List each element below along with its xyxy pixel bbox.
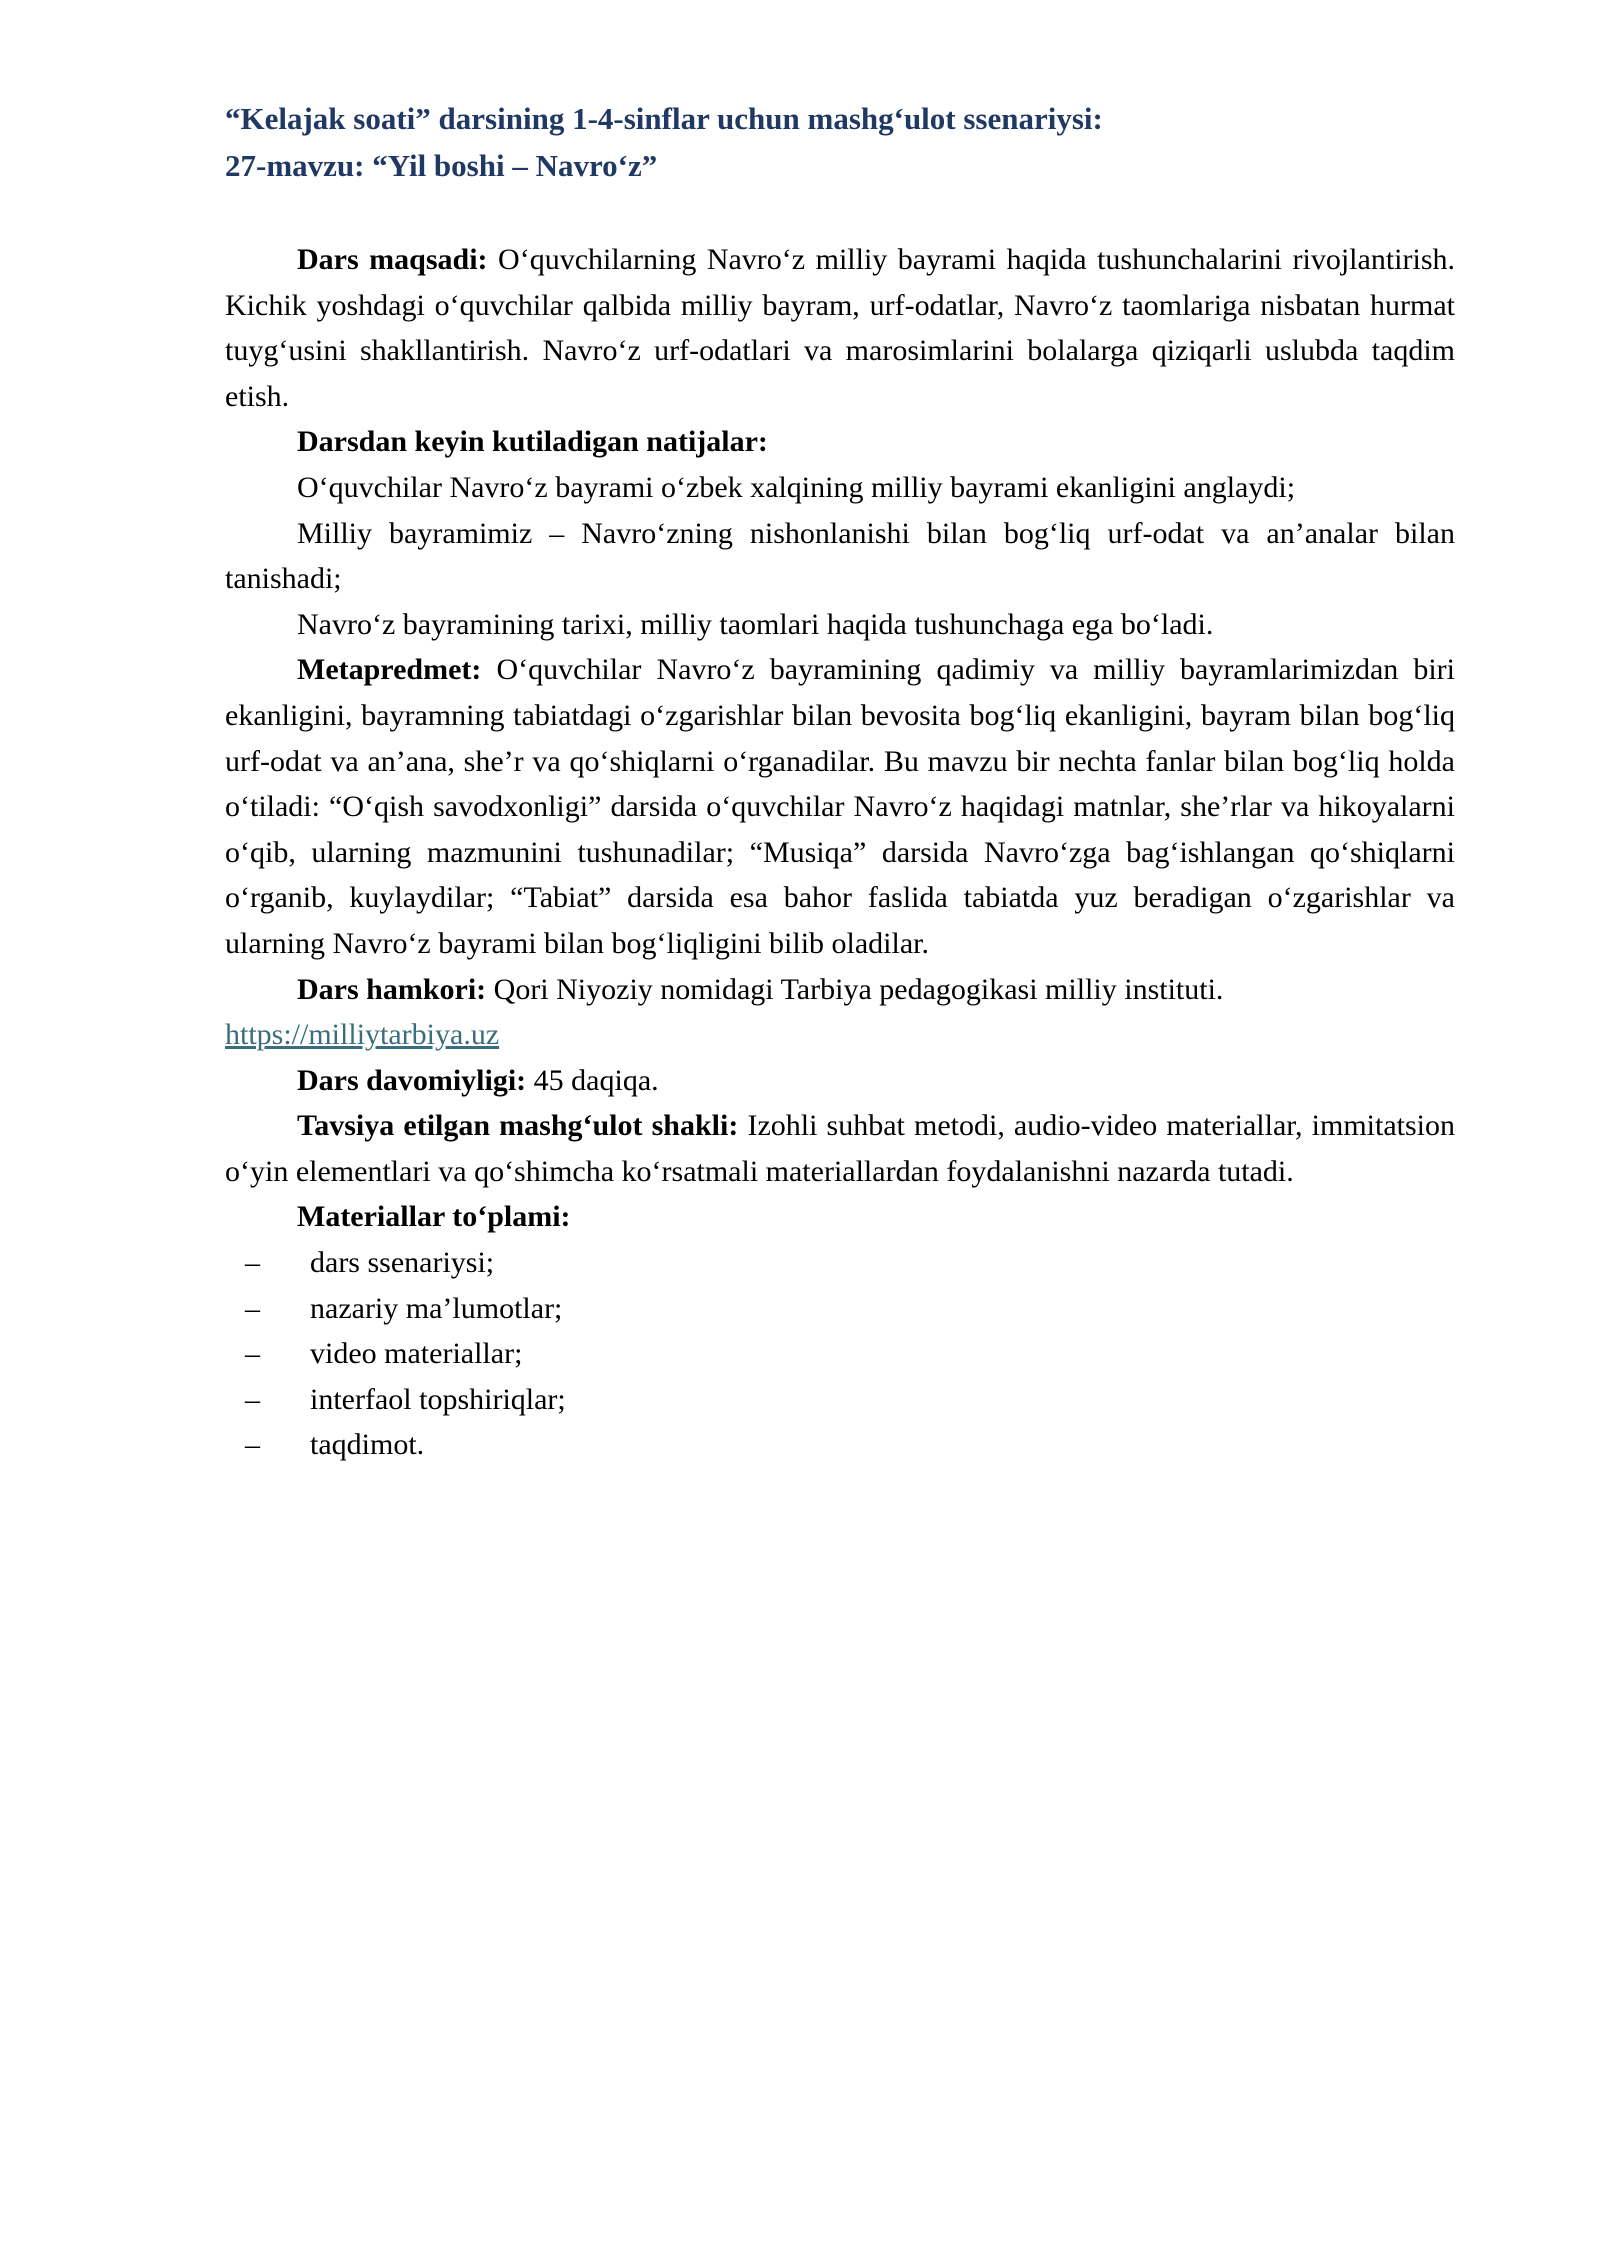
label-natijalar: Darsdan keyin kutiladigan natijalar: [297,425,768,459]
paragraph-natija-1: O‘quvchilar Navro‘z bayrami o‘zbek xalqining milliy bayrami ekanligini anglaydi; [297,470,1296,504]
label-dars-hamkori: Dars hamkori: [297,972,487,1006]
label-dars-maqsadi: Dars maqsadi: [297,243,488,276]
paragraph-metapredmet [225,647,1455,966]
partner-website-link[interactable]: https://milliytarbiya.uz [225,1018,500,1052]
list-item [245,1240,1455,1286]
document-title-line-2: 27-mavzu: “Yil boshi – Navro‘z” [225,147,658,183]
text-dars-maqsadi: O‘quvchilarning Navro‘z milliy bayrami haqida tushunchalarini rivojlantirish. Kichik yoshdagi o‘quvchilar qalbida milliy bayram, urf-odatlar, Navro‘z taomlariga nisbatan hurmat tuyg‘usini shakllantirish. Navro‘z urf-odatlari va marosimlarini bolalarga qiziqarli uslubda taqdim etish. [225,243,1456,413]
dash-bullet-icon: – [245,1382,260,1416]
dash-bullet-icon: – [245,1337,260,1371]
list-item-label: taqdimot. [310,1428,425,1462]
materials-list [225,1240,1455,1468]
list-item-label: video materiallar; [310,1337,523,1371]
text-dars-davomiyligi: 45 daqiqa. [526,1063,659,1097]
list-item-label: dars ssenariysi; [310,1246,495,1280]
paragraph-natija-3: Navro‘z bayramining tarixi, milliy taomlari haqida tushunchaga ega bo‘ladi. [297,607,1214,641]
paragraph-dars-davomiyligi [225,1058,1455,1104]
document-title [225,96,1455,189]
dash-bullet-icon: – [245,1428,260,1462]
partner-link-line [225,1012,1455,1058]
paragraph-natija-2: Milliy bayramimiz – Navro‘zning nishonlanishi bilan bog‘liq urf-odat va an’analar bilan tanishadi; [225,516,1455,596]
dash-bullet-icon: – [245,1246,260,1280]
paragraph-mashgulot-shakli [225,1103,1455,1194]
label-metapredmet: Metapredmet: [297,653,482,687]
text-dars-hamkori: Qori Niyoziy nomidagi Tarbiya pedagogikasi milliy instituti. [486,972,1224,1006]
paragraph-dars-hamkori [225,967,1455,1013]
list-item [245,1422,1455,1468]
list-item [245,1286,1455,1332]
label-dars-davomiyligi: Dars davomiyligi: [297,1063,527,1097]
list-item-label: nazariy ma’lumotlar; [310,1291,563,1325]
heading-materiallar-toplami [225,1194,1455,1240]
list-item-label: interfaol topshiriqlar; [310,1382,566,1416]
text-mashgulot-shakli: Izohli suhbat metodi, audio-video materiallar, immitatsion o‘yin elementlari va qo‘shimcha ko‘rsatmali materiallardan foydalanishni nazarda tutadi. [225,1109,1456,1188]
document-title-line-1: “Kelajak soati” darsining 1-4-sinflar uchun mashg‘ulot ssenariysi: [225,101,1103,136]
title-body-spacer [225,189,1455,237]
text-metapredmet: O‘quvchilar Navro‘z bayramining qadimiy va milliy bayramlarimizdan biri ekanligini, bayramning tabiatdagi o‘zgarishlar bilan bevosita bog‘liq ekanligini, bayram bilan bog‘liq urf-odat va an’ana, she’r va qo‘shiqlarni o‘rganadilar. Bu mavzu bir nechta fanlar bilan bog‘liq holda o‘tiladi: “O‘qish savodxonligi” darsida o‘quvchilar Navro‘z haqidagi matnlar, she’rlar va hikoyalarni o‘qib, ularning mazmunini tushunadilar; “Musiqa” darsida Navro‘zga bag‘ishlangan qo‘shiqlarni o‘rganib, kuylaydilar; “Tabiat” darsida esa bahor faslida tabiatda yuz beradigan o‘zgarishlar va ularning Navro‘z bayrami bilan bog‘liqligini bilib oladilar. [225,653,1455,960]
list-item [245,1377,1455,1423]
dash-bullet-icon: – [245,1291,260,1325]
paragraph-dars-maqsadi [225,237,1455,419]
label-mashgulot-shakli: Tavsiya etilgan mashg‘ulot shakli: [297,1109,739,1143]
label-materiallar-toplami: Materiallar to‘plami: [297,1200,571,1234]
heading-darsdan-keyin-natijalar [225,419,1455,465]
list-item [245,1331,1455,1377]
